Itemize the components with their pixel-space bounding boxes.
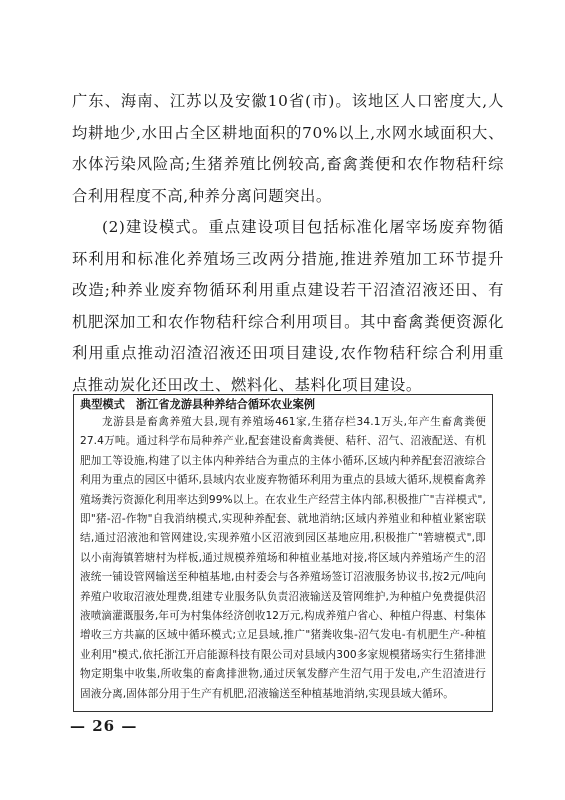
- page-number: — 26 —: [70, 717, 138, 735]
- paragraph-region-description: 广东、海南、江苏以及安徽10省(市)。该地区人口密度大,人均耕地少,水田占全区耕地面积的70%以上,水网水域面积大、水体污染风险高;生猪养殖比例较高,畜禽粪便和农作物秸秆综合利用程度不高,种养分离问题突出。: [72, 92, 504, 205]
- case-study-text: 龙游县是畜禽养殖大县,现有养殖场461家,生猪存栏34.1万头,年产生畜禽粪便27.4万吨。通过科学布局种养产业,配套建设畜禽粪便、秸秆、沼气、沼液配送、有机肥加工等设施,构建了以主体内种养结合为重点的主体小循环,区域内种养配套沼液综合利用为重点的园区中循环,县域内农业废弃物循环利用为重点的县域大循环,规模畜禽养殖场粪污资源化利用率达到99%以上。在农业生产经营主体内部,积极推广"吉祥模式",即"猪-沼-作物"自我消纳模式,实现种养配套、就地消纳;区域内养殖业和种植业紧密联结,通过沼液池和管网建设,实现养殖小区沼液到园区基地应用,积极推广"箬塘模式",即以小南海镇箬塘村为样板,通过规模养殖场和种植业基地对接,将区域内养殖场产生的沼液统一铺设管网输送至种植基地,由村委会与各养殖场签订沼液服务协议书,按2元/吨向养殖户收取沼液处理费,组建专业服务队负责沼液输送及管网维护,为种植户免费提供沼液喷滴灌溉服务,年可为村集体经济创收12万元,构成养殖户省心、种植户得惠、村集体增收三方共赢的区域中循环模式;立足县域,推广"猪粪收集-沼气发电-有机肥生产-种植业利用"模式,依托浙江开启能源科技有限公司对县域内300多家规模猪场实行生猪排泄物定期集中收集,所收集的畜禽排泄物,通过厌氧发酵产生沼气用于发电,产生沼渣进行固液分离,固体部分用于生产有机肥,沼液输送至种植基地消纳,实现县域大循环。: [80, 416, 486, 700]
- paragraph-construction-mode: (2)建设模式。重点建设项目包括标准化屠宰场废弃物循环利用和标准化养殖场三改两分措施,推进养殖加工环节提升改造;种养业废弃物循环利用重点建设若干沼渣沼液还田、有机肥深加工和农作物秸秆综合利用项目。其中畜禽粪便资源化利用重点推动沼渣沼液还田项目建设,农作物秸秆综合利用重点推动炭化还田改土、燃料化、基料化项目建设。: [72, 218, 504, 394]
- case-study-box: [73, 394, 493, 712]
- case-study-title: 典型模式 浙江省龙游县种养结合循环农业案例: [80, 398, 315, 411]
- body-text: [72, 86, 504, 401]
